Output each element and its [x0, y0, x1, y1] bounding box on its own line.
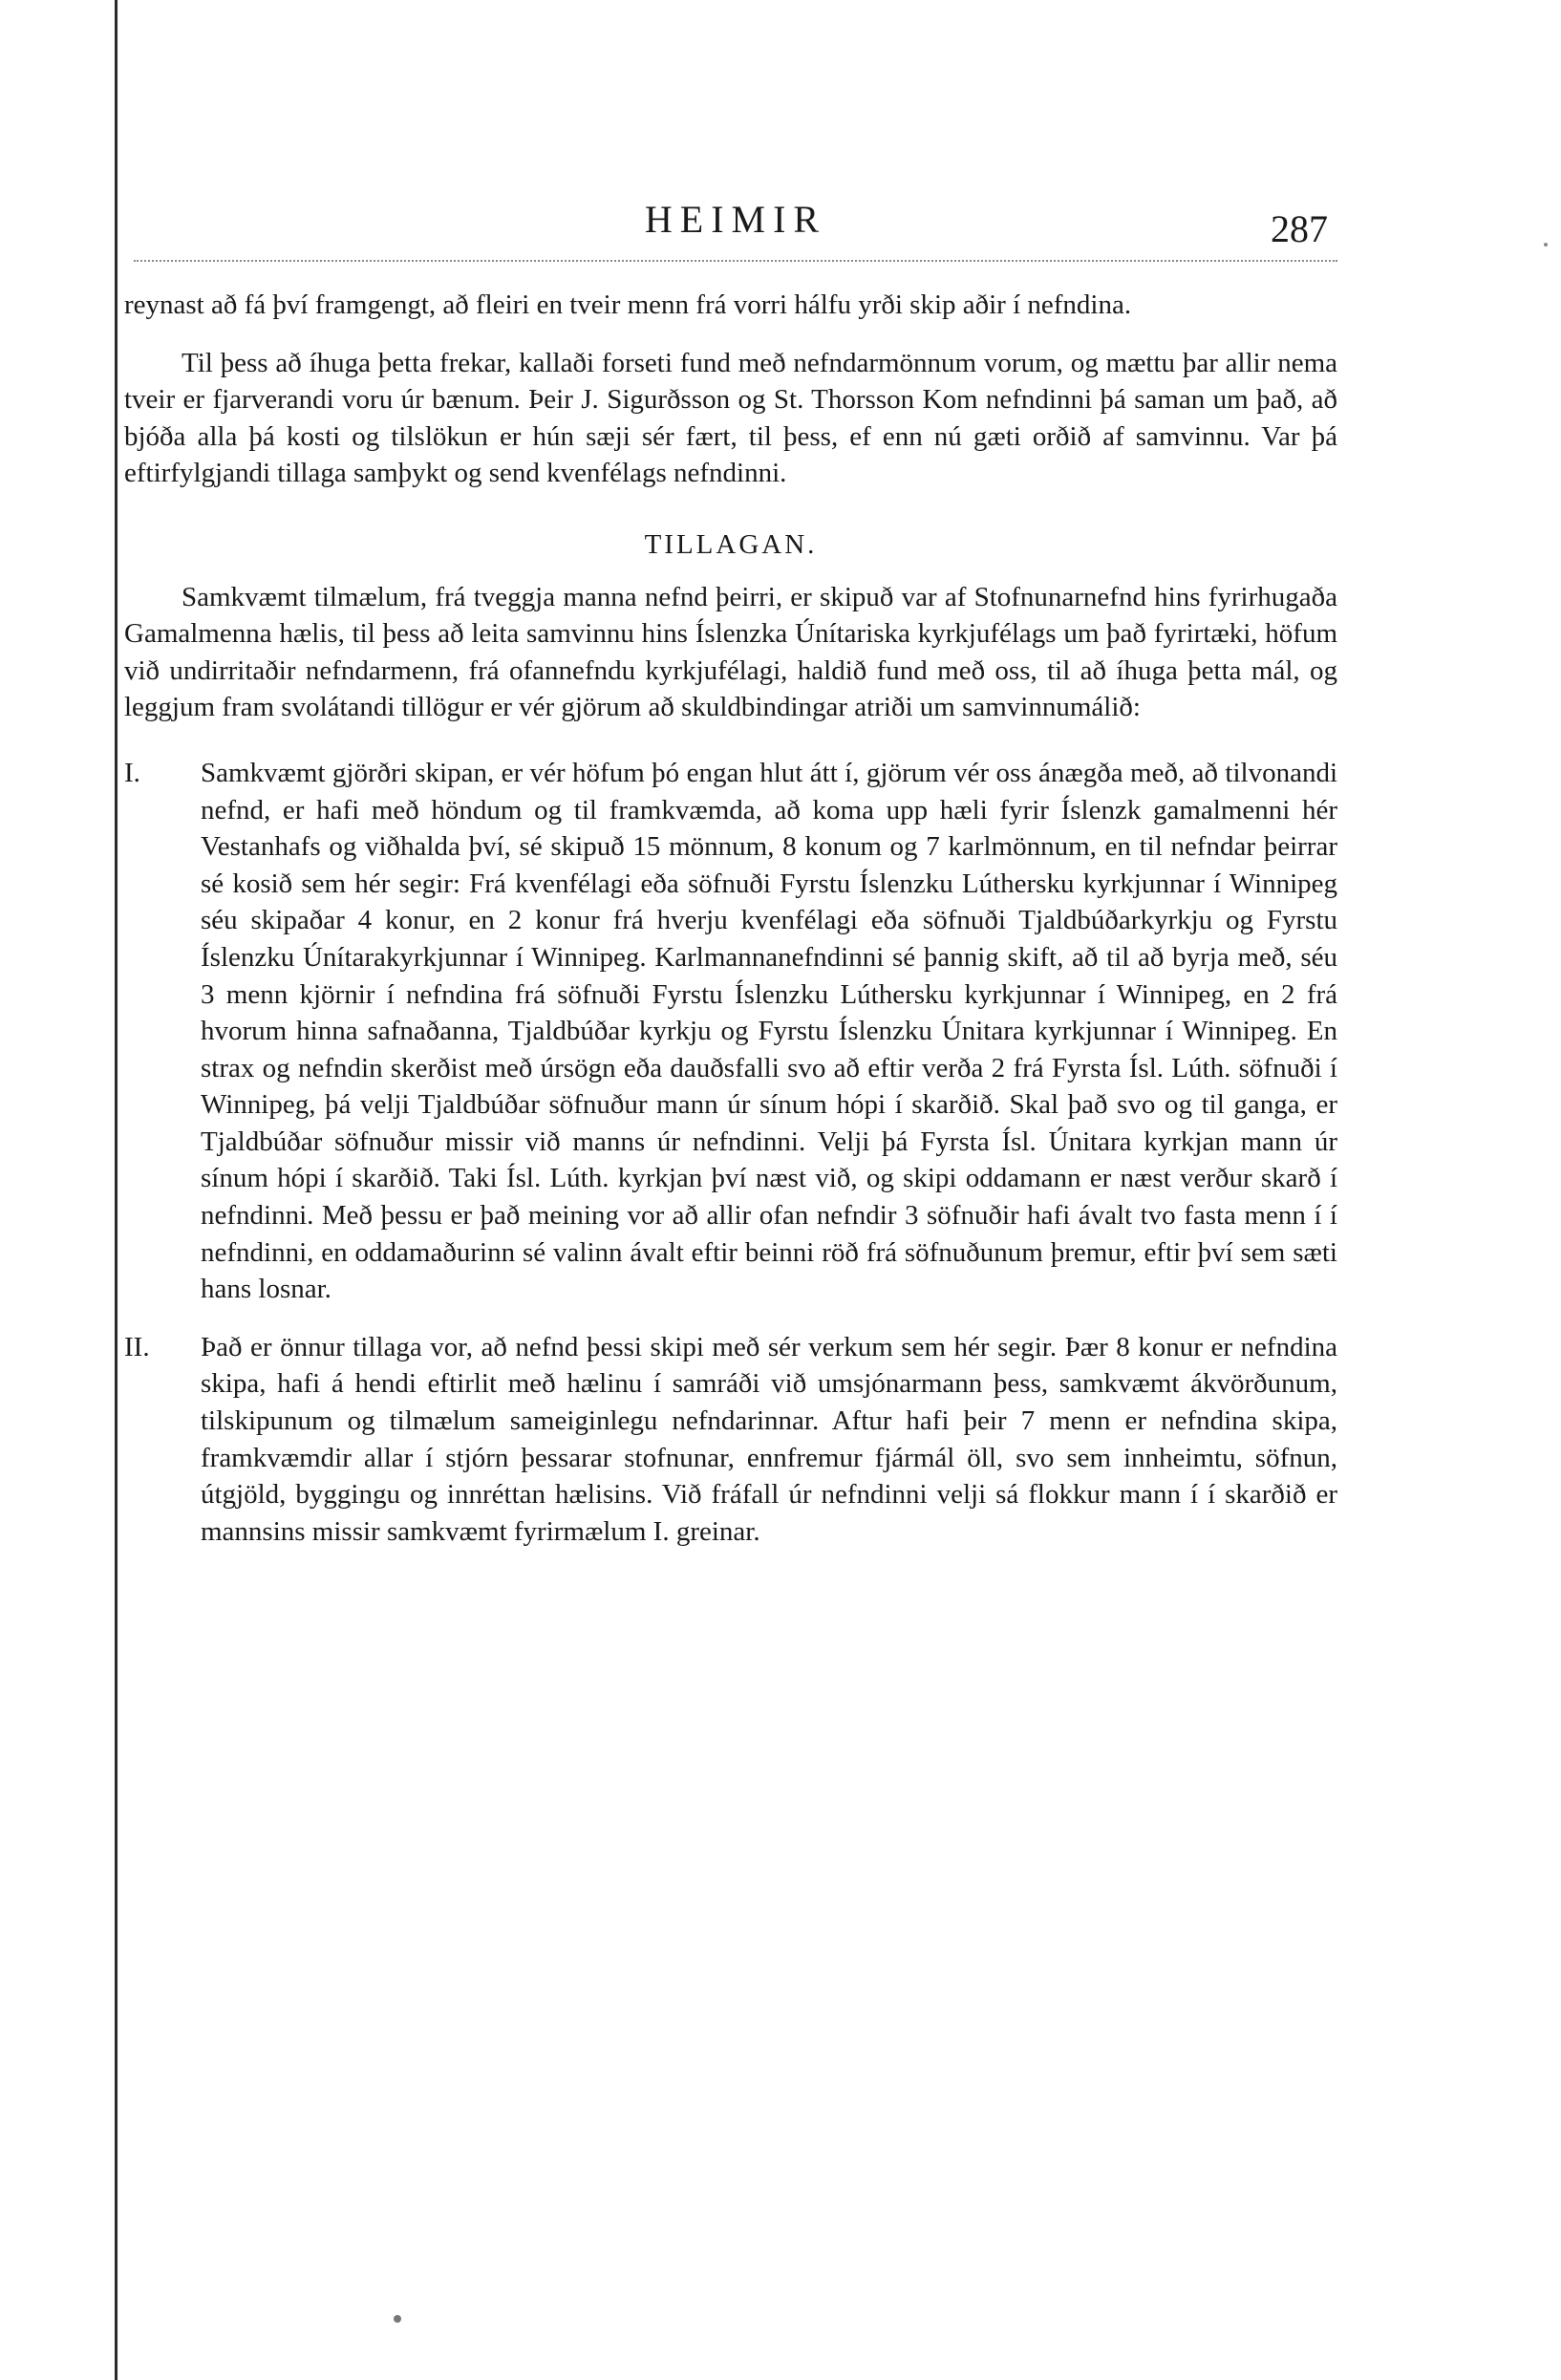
intro-paragraph: Samkvæmt tilmælum, frá tveggja manna nefnd þeirri, er skipuð var af Stofnunarnefnd hins fyrirhugaða Gamalmenna hælis, til þess að leita samvinnu hins Íslenzka Únítariska kyrkjufélags um það fyrirtæki, höfum við undirritaðir nefndarmenn, frá ofannefndu kyrkjufélagi, haldið fund með oss, til að íhuga þetta mál, og leggjum fram svolátandi tillögur er vér gjörum að skuldbindingar atriði um samvinnumálið:	[124, 581, 1337, 723]
item-text: Samkvæmt gjörðri skipan, er vér höfum þó engan hlut átt í, gjörum vér oss ánægða með, að tilvonandi nefnd, er hafi með höndum og til framkvæmda, að koma upp hæli fyrir Íslenzk gamalmenni hér Vestanhafs og viðhalda því, sé skipuð 15 mönnum, 8 konum og 7 karlmönnum, en til nefndar þeirrar sé kosið sem hér segir: Frá kvenfélagi eða söfnuði Fyrstu Íslenzku Lúthersku kyrkjunnar í Winnipeg séu skipaðar 4 konur, en 2 konur frá hverju kvenfélagi eða söfnuði Tjaldbúðarkyrkju og Fyrstu Íslenzku Únítarakyrkjunnar í Winnipeg. Karlmannanefndinni sé þannig skift, að til að byrja með, séu 3 menn kjörnir í nefndina frá söfnuði Fyrstu Íslenzku Lúthersku kyrkjunnar í Winnipeg, en 2 frá hvorum hinna safnaðanna, Tjaldbúðar kyrkju og Fyrstu Íslenzku Únitara kyrkjunnar í Winnipeg. En strax og nefndin skerðist með úrsögn eða dauðsfalli svo að eftir verða 2 frá Fyrsta Ísl. Lúth. söfnuði í Winnipeg, þá velji Tjaldbúðar söfnuður mann úr sínum hópi í skarðið. Skal það svo og til ganga, er Tjaldbúðar söfnuður missir við manns úr nefndinni. Velji þá Fyrsta Ísl. Únitara kyrkjan mann úr sínum hópi í skarðið. Taki Ísl. Lúth. kyrkjan því næst við, og skipi oddamann er næst verður skarð í nefndinni. Með þessu er það meining vor að allir ofan nefndir 3 söfnuðir hafi ávalt tvo fasta menn í í nefndinni, en oddamaðurinn sé valinn ávalt eftir beinni röð frá söfnuðunum þremur, eftir því sem sæti hans losnar.	[201, 757, 1337, 1305]
list-item	[124, 1329, 1337, 1551]
running-title: HEIMIR	[644, 198, 827, 241]
item-number: II.	[124, 1331, 150, 1362]
ink-speck	[1544, 243, 1548, 247]
paragraph: reynast að fá því framgengt, að fleiri en tveir menn frá vorri hálfu yrði skip aðir í nefndina.	[124, 289, 1132, 320]
header-rule	[134, 260, 1337, 262]
page-header	[124, 187, 1347, 264]
page-number: 287	[1271, 207, 1328, 250]
paragraph: Til þess að íhuga þetta frekar, kallaði forseti fund með nefndarmönnum vorum, og mættu þar allir nema tveir er fjarverandi voru úr bænum. Þeir J. Sigurðsson og St. Thorsson Kom nefndinni þá saman um það, að bjóða alla þá kosti og tilslökun er hún sæji sér fært, til þess, ef enn nú gæti orðið af samvinnu. Var þá eftirfylgjandi tillaga samþykt og send kvenfélags nefndinni.	[124, 347, 1337, 489]
item-text: Það er önnur tillaga vor, að nefnd þessi skipi með sér verkum sem hér segir. Þær 8 konur er nefndina skipa, hafi á hendi eftirlit með hælinu í samráði við umsjónarmann þess, samkvæmt ákvörðunum, tilskipunum og tilmælum sameiginlegu nefndarinnar. Aftur hafi þeir 7 menn er nefndina skipa, framkvæmdir allar í stjórn þessarar stofnunar, ennfremur fjármál öll, svo sem innheimtu, söfnun, útgjöld, byggingu og innréttan hælisins. Við fráfall úr nefndinni velji sá flokkur mann í í skarðið er mannsins missir samkvæmt fyrirmælum I. greinar.	[201, 1331, 1337, 1547]
ink-speck	[394, 2315, 401, 2323]
list-item	[124, 755, 1337, 1308]
item-number: I.	[124, 757, 140, 788]
binding-edge	[115, 0, 118, 2380]
section-heading: TILLAGAN.	[644, 528, 818, 560]
page-body	[124, 287, 1337, 1550]
